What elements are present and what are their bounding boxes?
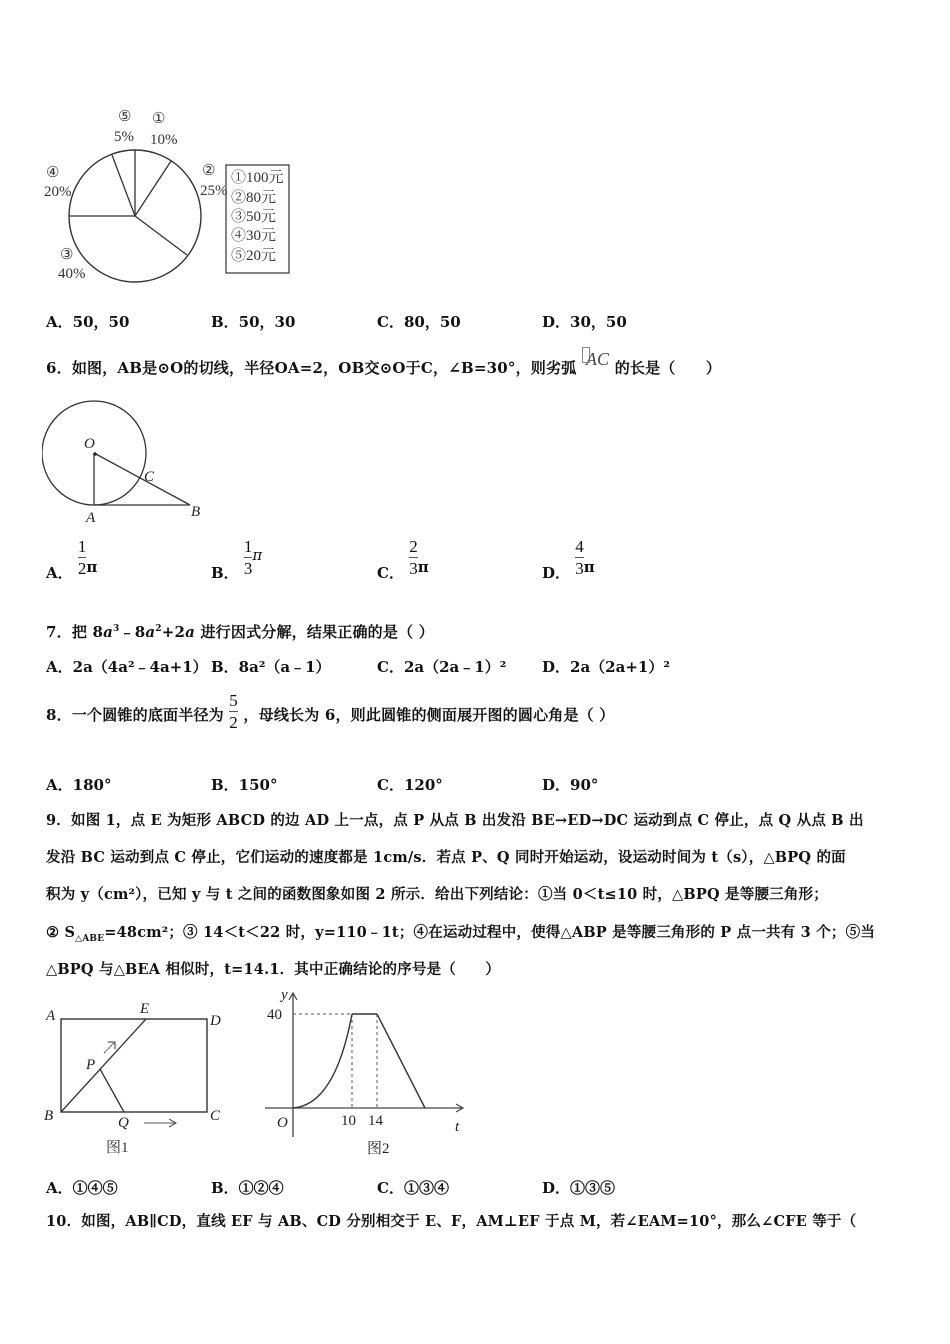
q8-option-c: C．120° — [377, 776, 443, 794]
q7-option-b: B．8a²（a﹣1） — [211, 658, 331, 676]
legend-item-1: ①100元 — [231, 170, 284, 186]
q5-option-a: A．50，50 — [46, 313, 130, 331]
q7-stem: 7．把 $8a^3﹣8a^2+2a$ 进行因式分解，结果正确的是（ ） — [46, 623, 434, 641]
legend-item-5: ⑤20元 — [231, 248, 277, 264]
point-label-a: A — [86, 510, 96, 525]
q6-option-c-letter: C． — [377, 563, 404, 582]
q10-stem: 10．如图，AB∥CD，直线 EF 与 AB、CD 分别相交于 E、F，AM⊥EF 于点 M，若∠EAM=10°，那么∠CFE 等于（ — [46, 1213, 857, 1230]
legend-item-3: ③50元 — [231, 209, 277, 225]
q9-figure-2 — [255, 985, 475, 1160]
q6-option-b-fraction: $\frac{1}{3}$ — [243, 537, 253, 578]
fig1-label-b: B — [44, 1108, 54, 1124]
q9-line-5: △BPQ 与△BEA 相似时，t=14.1．其中正确结论的序号是（ ） — [46, 961, 501, 978]
q6-option-d-fraction: $\frac{4}{3}$ — [575, 537, 584, 578]
q9-option-d: D．①③⑤ — [542, 1179, 616, 1197]
point-label-o: O — [84, 436, 95, 452]
q5-option-d: D．30，50 — [542, 313, 627, 331]
q6-stem-part-a: 6．如图，AB是⊙O的切线，半径OA=2，OB交⊙O于C，∠B=30°，则劣弧 — [46, 359, 577, 377]
fig2-y-label: y — [281, 987, 288, 1003]
q9-line-3: 积为 y（cm²），已知 y 与 t 之间的函数图象如图 2 所示．给出下列结论：①当 0＜t≤10 时，△BPQ 是等腰三角形； — [46, 886, 828, 903]
q6-figure — [42, 400, 207, 525]
q8-option-b: B．150° — [211, 776, 278, 794]
q8-option-d: D．90° — [542, 776, 599, 794]
q9-option-b: B．①②④ — [211, 1179, 284, 1197]
pie-label-2-id: ② — [202, 163, 216, 179]
pie-label-4-id: ④ — [46, 165, 60, 181]
q7-option-d: D．2a（2a+1）² — [542, 658, 670, 676]
legend-item-4: ④30元 — [231, 228, 277, 244]
q7-option-a: A．2a（4a²﹣4a+1） — [46, 658, 208, 676]
fig1-label-c: C — [210, 1108, 221, 1124]
fig2-x-tick-14: 14 — [368, 1113, 383, 1129]
q5-option-c: C．80，50 — [377, 313, 461, 331]
pie-label-1-pct: 10% — [150, 132, 178, 148]
q9-option-a: A．①④⑤ — [46, 1179, 118, 1197]
fig1-label-e: E — [140, 1001, 150, 1017]
q7-option-c: C．2a（2a﹣1）² — [377, 658, 507, 676]
q6-option-b: B． $\frac{1}{3}$ π — [211, 537, 263, 582]
q9-line-2: 发沿 BC 运动到点 C 停止，它们运动的速度都是 1cm/s．若点 P、Q 同时开始运动，设运动时间为 t（s），△BPQ 的面 — [46, 849, 846, 866]
q6-option-a-letter: A． — [46, 563, 73, 582]
q9-line-4: ② $S_{\triangle ABE}=48cm^2$；③ 14＜t＜22 时，y=110﹣1t；④在运动过程中，使得△ABP 是等腰三角形的 P 点一共有 3 个；⑤当 — [46, 924, 876, 944]
q6-arc-label: AC — [585, 349, 610, 369]
pie-label-5-id: ⑤ — [118, 109, 132, 125]
q6-stem — [46, 349, 722, 378]
fig1-label-d: D — [210, 1013, 221, 1029]
pie-label-2-pct: 25% — [200, 183, 228, 199]
point-label-b: B — [191, 504, 201, 520]
pie-label-1-id: ① — [152, 111, 166, 127]
function-graph-svg — [255, 985, 475, 1160]
fig1-label-p: P — [86, 1057, 96, 1073]
q8-option-a: A．180° — [46, 776, 112, 794]
fig1-label-a: A — [46, 1008, 56, 1024]
circle-tangent-svg — [42, 400, 207, 525]
pie-chart-svg — [30, 105, 310, 290]
q6-option-c: C． $\frac{2}{3}$ π — [377, 537, 429, 582]
fig1-label-q: Q — [118, 1115, 129, 1131]
q5-pie-figure — [30, 105, 310, 290]
pie-label-3-id: ③ — [60, 247, 74, 263]
q6-option-a: A． $\frac{1}{2}$ π — [46, 537, 98, 582]
q6-option-d-letter: D． — [542, 563, 571, 582]
q8-fraction: $\frac{5}{2}$ — [229, 691, 238, 732]
fig2-y-tick-40: 40 — [267, 1007, 282, 1023]
q6-option-b-letter: B． — [211, 563, 239, 582]
q9-option-c: C．①③④ — [377, 1179, 449, 1197]
pie-label-3-pct: 40% — [58, 266, 86, 282]
fig2-x-tick-10: 10 — [341, 1113, 356, 1129]
fig2-origin: O — [277, 1115, 288, 1131]
q9-line-1: 9．如图 1，点 E 为矩形 ABCD 的边 AD 上一点，点 P 从点 B 出发沿 BE→ED→DC 运动到点 C 停止，点 Q 从点 B 出 — [46, 812, 864, 829]
legend-item-2: ②80元 — [231, 190, 277, 206]
q9-figure-1 — [40, 995, 240, 1160]
q6-option-a-fraction: $\frac{1}{2}$ — [77, 537, 87, 578]
fig2-caption: 图2 — [367, 1141, 390, 1157]
q8-stem: 8．一个圆锥的底面半径为 $\frac{5}{2}$ ，母线长为 6，则此圆锥的侧面展开图的圆心角是（ ） — [46, 691, 615, 732]
rectangle-figure-svg — [40, 995, 240, 1160]
pie-label-4-pct: 20% — [44, 184, 72, 200]
q6-option-c-fraction: $\frac{2}{3}$ — [409, 537, 418, 578]
point-label-c: C — [144, 469, 155, 485]
q6-option-d: D． $\frac{4}{3}$ π — [542, 537, 595, 582]
q6-stem-part-b: 的长是（ ） — [614, 359, 722, 377]
pie-label-5-pct: 5% — [114, 129, 134, 145]
fig2-x-label: t — [455, 1119, 460, 1135]
q5-option-b: B．50，30 — [211, 313, 296, 331]
fig1-caption: 图1 — [106, 1140, 129, 1156]
